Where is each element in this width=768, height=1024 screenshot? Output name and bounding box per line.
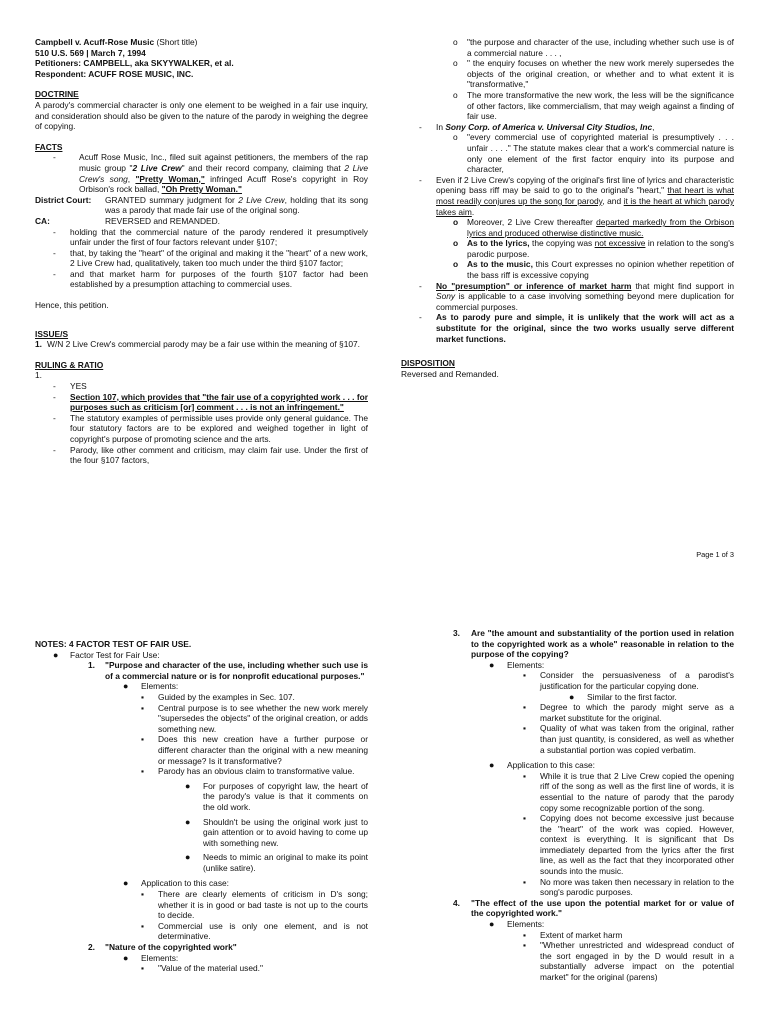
element-item: ▪ "Whether unrestricted and widespread conduct of the sort engaged in by the D would result in a substantially adverse impact on the potential market" for the original (parens) [523,940,734,982]
facts-text: Acuff Rose Music, Inc., filed suit against petitioners, the members of the rap music group "2 Live Crew" and their record company, claiming that 2 Live Crew's song, "Pretty Woman," infringed Acuff Rose's copyright in Roy Orbison's rock ballad, "Oh Pretty Woman." [79,152,369,195]
petitioners: Petitioners: CAMPBELL, aka SKYYWALKER, et al. [35,58,234,69]
sub-element-item: ● For purposes of copyright law, the heart of the parody's value is that it comments on the old work. [185,780,368,812]
ca-item: - and that market harm for purposes of the fourth §107 factor had been established by a presumption attaching to commercial uses. [53,268,368,290]
factor-test-item: ● Factor Test for Fair Use: [53,649,160,660]
element-item: ▪ Guided by the examples in Sec. 107. [141,691,295,702]
page1-left-column [35,37,368,466]
even-item: - Even if 2 Live Crew's copying of the original's first line of lyrics and characteristic opening bass riff may be said to go to the original's "heart," that heart is what most readily conjures up the song for parody, and it is the heart at which parody takes aim. [419,174,735,217]
short-title: (Short title) [156,37,198,47]
ca-label: CA: [35,215,50,226]
element-item: ▪ Extent of market harm [523,929,623,940]
case-title-line [35,37,368,48]
application-detail: ▪ There are clearly elements of criticism in D's song; whether it is in good or bad taste is not up to the courts to decide. [141,889,368,921]
doctrine-text: A parody's commercial character is only one element to be weighed in a fair use inquiry, and consideration should also be given to the nature of the parody in weighing the degree of copying. [35,99,368,132]
ruling-number: 1. [35,370,42,381]
application-detail: ▪ While it is true that 2 Live Crew copied the opening riff of the song as well as the first line of words, it is essential to the nature of parody that the parody copy some recognizable portion of the song. [523,770,734,813]
issue-heading: ISSUE/S [35,328,69,339]
factor-1: 1. "Purpose and character of the use, including whether such use is of a commercial nature or is for nonprofit educational purposes." [88,660,368,681]
sub-item: o The more transformative the new work, the less will be the significance of other factors, like commercialism, that may weigh against a finding of fair use. [453,89,734,122]
ruling-item: - Parody, like other comment and criticism, may claim fair use. Under the first of the four §107 factors, [53,444,368,466]
sub-item: o As to the lyrics, the copying was not excessive in relation to the song's parodic purpose. [453,238,734,259]
sub-element-item: ● Similar to the first factor. [569,691,677,702]
element-item: ▪ Parody has an obvious claim to transformative value. [141,766,355,777]
ruling-heading: RULING & RATIO [35,359,104,370]
sub-item: o "the purpose and character of the use, including whether such use is of a commercial nature . . . , [453,37,734,58]
dash-marker: - [53,152,56,163]
element-item: ▪ Consider the persuasiveness of a parodist's justification for the particular copying done. [523,670,734,691]
elements-item: ● Elements: [489,659,545,670]
sub-element-item: ● Shouldn't be using the original work just to gain attention or to avoid having to come up with something new. [185,816,368,848]
sub-item: o " the enquiry focuses on whether the new work merely supersedes the objects of the original creation, or whether and to what extent it is "transformative," [453,58,734,90]
ca-item: - that, by taking the "heart" of the original and making it the "heart" of a new work, 2 Live Crew had, qualitatively, taken too much under the third §107 factor; [53,247,368,269]
district-court-label: District Court: [35,194,92,205]
ruling-item: - YES [53,381,87,392]
case-title: Campbell v. Acuff-Rose Music [35,37,155,47]
district-court [35,195,368,216]
element-item: ▪ Central purpose is to see whether the new work merely "supersedes the objects" of the original creation, or adds something new. [141,702,368,734]
sub-element-item: ● Needs to mimic an original to make its point (unlike satire). [185,852,368,873]
application-detail: ▪ No more was taken then necessary in relation to the song's parodic purposes. [523,876,734,898]
application-detail: ▪ Commercial use is only one element, and is not determinative. [141,920,368,942]
respondent: Respondent: ACUFF ROSE MUSIC, INC. [35,68,194,79]
factor-3: 3. Are "the amount and substantiality of the portion used in relation to the copyrighted work as a whole" reasonable in relation to the purpose of the copying? [453,628,734,660]
facts-item [35,152,368,194]
presumption-item: - No "presumption" or inference of market harm that might find support in Sony is applicable to a case involving something beyond mere duplication for commercial purposes. [419,280,734,312]
element-item: ▪ Quality of what was taken from the original, rather than just quantity, is considered, as well as whether a substantial portion was copied verbatim. [523,723,734,755]
factor-2: 2. "Nature of the copyrighted work" [88,942,237,953]
elements-item: ● Elements: [489,919,545,930]
notes-heading: NOTES: 4 FACTOR TEST OF FAIR USE. [35,639,192,649]
disposition-heading: DISPOSITION [401,358,455,369]
hence-text: Hence, this petition. [35,300,109,311]
sub-item: o "every commercial use of copyrighted material is presumptively . . . unfair . . . ." The statute makes clear that a work's commercial nature is only one element of the first factor enquiry into its purpose and character, [453,132,734,175]
page-number: Page 1 of 3 [696,550,734,559]
page1-right-column [401,37,734,379]
parody-item: - As to parody pure and simple, it is unlikely that the work will act as a substitute for the original, since the two works usually serve different market functions. [419,312,734,344]
ca-item: - holding that the commercial nature of the parody rendered it presumptively unfair under the first of four factors relevant under §107; [53,226,368,248]
page2-right-column [401,628,734,983]
element-item: ▪ Does this new creation have a further purpose or different character than the original with a new meaning or message? Is it transformative? [141,734,368,766]
application-detail: ▪ Copying does not become excessive just because the "heart" of the work was copied. However, context is everything. It is significant that Ds immediately departed from the lyrics after the first line, as well as the fact that they incorporated other sounds into the music. [523,813,734,877]
ruling-item: - The statutory examples of permissible uses provide only general guidance. The four statutory factors are to be explored and weighed together in light of copyright's purpose of promoting science and the arts. [53,412,368,444]
element-item: ▪ "Value of the material used." [141,963,263,974]
sony-item: - In Sony Corp. of America v. Universal City Studios, Inc, [419,121,655,132]
application-item: ● Application to this case: [123,878,229,889]
elements-item: ● Elements: [123,952,179,963]
issue-item: 1. W/N 2 Live Crew's commercial parody may be a fair use within the meaning of §107. [35,339,361,350]
district-court-text: GRANTED summary judgment for 2 Live Crew, holding that its song was a parody that made fair use of the original song. [105,194,368,216]
sub-item: o Moreover, 2 Live Crew thereafter departed markedly from the Orbison lyrics and produced otherwise distinctive music. [453,217,734,238]
ca-text: REVERSED and REMANDED. [105,215,220,226]
case-citation: 510 U.S. 569 | March 7, 1994 [35,47,146,58]
page2-left-column [35,639,368,974]
doctrine-heading: DOCTRINE [35,89,79,100]
factor-4: 4. "The effect of the use upon the potential market for or value of the copyrighted work." [453,897,734,919]
application-item: ● Application to this case: [489,760,595,771]
element-item: ▪ Degree to which the parody might serve as a market substitute for the original. [523,702,734,723]
facts-heading: FACTS [35,141,63,152]
sub-item: o As to the music, this Court expresses no opinion whether repetition of the bass riff is excessive copying [453,259,735,281]
ca [35,216,368,227]
elements-item: ● Elements: [123,681,179,692]
ruling-item: - Section 107, which provides that "the fair use of a copyrighted work . . . for purposes such as criticism [or] comment . . . is not an infringement." [53,391,368,413]
disposition-text: Reversed and Remanded. [401,368,499,379]
